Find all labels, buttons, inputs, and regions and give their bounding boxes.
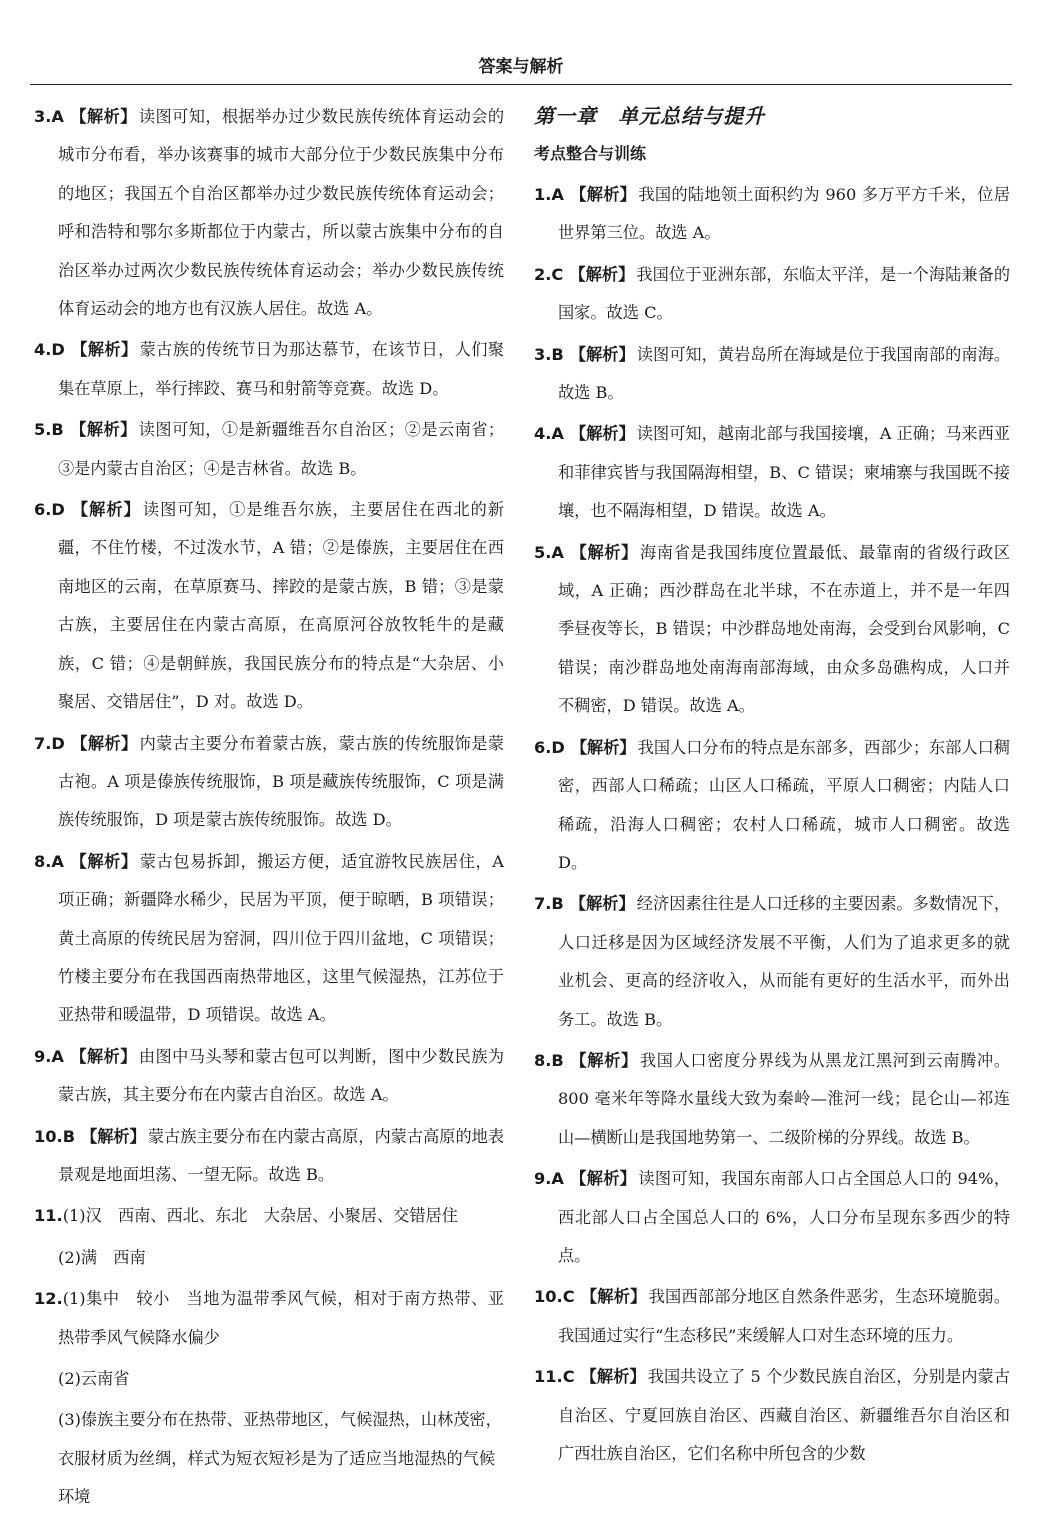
item-number: 3. bbox=[534, 344, 552, 364]
answer-item bbox=[534, 336, 1010, 413]
item-text: 由图中马头琴和蒙古包可以判断，图中少数民族为蒙古族，其主要分布在内蒙古自治区。故选 A。 bbox=[58, 1046, 505, 1105]
item-text: (1)集中 较小 当地为温带季风气候，相对于南方热带、亚热带季风气候降水偏少 bbox=[58, 1289, 504, 1347]
analysis-tag: 【解析】 bbox=[570, 737, 636, 757]
item-answer: D bbox=[51, 733, 65, 753]
answer-item bbox=[34, 331, 504, 408]
item-answer: C bbox=[562, 1367, 575, 1387]
analysis-tag: 【解析】 bbox=[569, 894, 635, 914]
item-answer: B bbox=[551, 1050, 564, 1070]
page-header-title: 答案与解析 bbox=[478, 57, 564, 77]
analysis-tag: 【解析】 bbox=[580, 1287, 647, 1307]
analysis-tag: 【解析】 bbox=[70, 733, 138, 753]
answer-item bbox=[534, 1042, 1010, 1157]
item-answer: C bbox=[562, 1287, 575, 1307]
item-number: 5. bbox=[34, 420, 52, 440]
answer-item bbox=[534, 1278, 1010, 1355]
item-text: 我国共设立了 5 个少数民族自治区，分别是内蒙古自治区、宁夏回族自治区、西藏自治区、新疆维吾尔自治区和广西壮族自治区，它们名称中所包含的少数 bbox=[558, 1367, 1011, 1463]
item-answer: A bbox=[551, 424, 564, 444]
item-number: 7. bbox=[34, 733, 52, 753]
item-answer: A bbox=[551, 542, 564, 562]
answer-item bbox=[534, 176, 1010, 253]
item-text: 我国人口密度分界线为从黑龙江黑河到云南腾冲。800 毫米年等降水量线大致为秦岭—淮河一线；昆仑山—祁连山—横断山是我国地势第一、二级阶梯的分界线。故选 B。 bbox=[558, 1050, 1011, 1147]
item-text: 我国位于亚洲东部，东临太平洋，是一个海陆兼备的国家。故选 C。 bbox=[558, 264, 1011, 323]
answer-item-12 bbox=[34, 1280, 504, 1357]
item-answer: A bbox=[51, 107, 64, 126]
analysis-tag: 【解析】 bbox=[69, 420, 137, 440]
item-text: 读图可知，黄岩岛所在海域是位于我国南部的南海。故选 B。 bbox=[558, 344, 1010, 403]
item-number: 9. bbox=[34, 1046, 52, 1066]
item-number: 8. bbox=[534, 1050, 552, 1070]
answer-item bbox=[34, 411, 504, 488]
item-number: 6. bbox=[534, 737, 552, 757]
item-text: 读图可知，根据举办过少数民族传统体育运动会的城市分布看，举办该赛事的城市大部分位于少数民族集中分布的地区；我国五个自治区都举办过少数民族传统体育运动会；呼和浩特和鄂尔多斯都位于内蒙古，所以蒙古族集中分布的自治区举办过两次少数民族传统体育运动会；举办少数民族传统体育运动会的地方也有汉族人居住。故选 A。 bbox=[58, 107, 505, 319]
item-number: 8. bbox=[34, 851, 52, 871]
answer-item bbox=[534, 256, 1010, 333]
analysis-tag: 【解析】 bbox=[580, 1367, 646, 1387]
item-answer: A bbox=[551, 1169, 564, 1189]
answer-item bbox=[534, 1358, 1010, 1473]
analysis-tag: 【解析】 bbox=[569, 1050, 638, 1070]
item-answer: B bbox=[551, 344, 564, 364]
item-number: 7. bbox=[534, 894, 552, 914]
item-number: 11. bbox=[534, 1367, 563, 1387]
analysis-tag: 【解析】 bbox=[69, 107, 137, 126]
left-column bbox=[34, 98, 504, 1520]
answer-item bbox=[34, 843, 504, 1035]
answer-item bbox=[534, 534, 1010, 726]
item-text: 读图可知，越南北部与我国接壤，A 正确；马来西亚和菲律宾皆与我国隔海相望，B、C 错误；柬埔寨与我国既不接壤，也不隔海相望，D 错误。故选 A。 bbox=[558, 424, 1010, 521]
analysis-tag: 【解析】 bbox=[569, 1169, 637, 1189]
answer-item bbox=[34, 1038, 504, 1115]
item-number: 4. bbox=[534, 424, 552, 444]
item-text: 读图可知，①是新疆维吾尔自治区；②是云南省；③是内蒙古自治区；④是吉林省。故选 B。 bbox=[58, 420, 505, 478]
answer-item bbox=[34, 491, 504, 721]
item-answer: D bbox=[51, 500, 65, 520]
item-number: 9. bbox=[534, 1169, 552, 1189]
item-text: 经济因素往往是人口迁移的主要因素。多数情况下，人口迁移是因为区域经济发展不平衡，人们为了追求更多的就业机会、更高的经济收入，从而能有更好的生活水平，而外出务工。故选 B。 bbox=[558, 894, 1010, 1029]
item-answer: B bbox=[51, 420, 64, 440]
analysis-tag: 【解析】 bbox=[569, 424, 635, 444]
item-answer: A bbox=[51, 1046, 64, 1066]
item-text: 蒙古包易拆卸，搬运方便，适宜游牧民族居住，A 项正确；新疆降水稀少，民居为平顶，便于晾晒，B 项错误；黄土高原的传统民居为窑洞，四川位于四川盆地，C 项错误；竹楼主要分布在我国西南热带地区，这里气候湿热，江苏位于亚热带和暖温带，D 项错误。故选 A。 bbox=[58, 851, 504, 1025]
analysis-tag: 【解析】 bbox=[569, 185, 637, 204]
answer-item bbox=[534, 729, 1010, 883]
item-text: 我国的陆地领土面积约为 960 多万平方千米，位居世界第三位。故选 A。 bbox=[558, 185, 1011, 243]
item-number: 10. bbox=[534, 1287, 563, 1307]
section-title: 考点整合与训练 bbox=[534, 144, 647, 163]
item-text: 读图可知，①是维吾尔族，主要居住在西北的新疆，不住竹楼，不过泼水节，A 错；②是傣族，主要居住在西南地区的云南，在草原赛马、摔跤的是蒙古族，B 错；③是蒙古族，主要居住在内蒙古高原，在高原河谷放牧牦牛的是藏族，C 错；④是朝鲜族，我国民族分布的特点是“大杂居、小聚居、交错居住”，D 对。故选 D。 bbox=[58, 500, 505, 712]
answer-item bbox=[534, 415, 1010, 530]
item-answer: A bbox=[551, 185, 564, 204]
item-number: 4. bbox=[34, 340, 52, 360]
analysis-tag: 【解析】 bbox=[69, 851, 138, 871]
answer-item bbox=[534, 1160, 1010, 1275]
answer-item bbox=[34, 98, 504, 328]
item-text: 读图可知，我国东南部人口占全国总人口的 94%，西北部人口占全国总人口的 6%，人口分布呈现东多西少的特点。 bbox=[558, 1169, 1011, 1265]
analysis-tag: 【解析】 bbox=[569, 264, 635, 284]
item-number: 1. bbox=[534, 185, 552, 204]
item-number: 5. bbox=[534, 542, 552, 562]
item-answer: C bbox=[551, 264, 564, 284]
analysis-tag: 【解析】 bbox=[81, 1126, 146, 1146]
analysis-tag: 【解析】 bbox=[69, 1046, 137, 1066]
item-answer: B bbox=[551, 894, 564, 914]
item-text: (1)汉 西南、西北、东北 大杂居、小聚居、交错居住 bbox=[62, 1206, 458, 1226]
answer-item-11 bbox=[34, 1197, 504, 1235]
item-number: 12. bbox=[34, 1289, 63, 1309]
analysis-tag: 【解析】 bbox=[569, 344, 635, 364]
item-number: 10. bbox=[34, 1126, 63, 1146]
answer-subitem: (2)满 西南 bbox=[58, 1247, 146, 1267]
item-answer: D bbox=[551, 737, 565, 757]
item-text: 内蒙古主要分布着蒙古族，蒙古族的传统服饰是蒙古袍。A 项是傣族传统服饰，B 项是藏族传统服饰，C 项是满族传统服饰，D 项是蒙古族传统服饰。故选 D。 bbox=[58, 733, 505, 830]
item-number: 2. bbox=[534, 264, 552, 284]
item-number: 3. bbox=[34, 107, 52, 126]
right-column bbox=[534, 98, 1010, 1476]
item-number: 6. bbox=[34, 500, 52, 520]
item-answer: B bbox=[62, 1126, 76, 1146]
answer-item bbox=[534, 885, 1010, 1039]
header-divider bbox=[30, 84, 1012, 85]
item-text: 蒙古族主要分布在内蒙古高原，内蒙古高原的地表景观是地面坦荡、一望无际。故选 B。 bbox=[58, 1126, 505, 1184]
item-text: 海南省是我国纬度位置最低、最靠南的省级行政区域，A 正确；西沙群岛在北半球，不在赤道上，并不是一年四季昼夜等长，B 错误；中沙群岛地处南海，会受到台风影响，C 错误；南沙群岛地处南海南部海域，由众多岛礁构成，人口并不稠密，D 错误。故选 A。 bbox=[558, 542, 1011, 716]
chapter-title: 第一章 单元总结与提升 bbox=[534, 104, 765, 128]
item-answer: A bbox=[51, 851, 64, 871]
analysis-tag: 【解析】 bbox=[70, 500, 141, 520]
answer-item bbox=[34, 1118, 504, 1195]
item-text: 我国西部部分地区自然条件恶劣，生态环境脆弱。我国通过实行“生态移民”来缓解人口对生态环境的压力。 bbox=[558, 1287, 1011, 1345]
answer-item bbox=[34, 725, 504, 840]
analysis-tag: 【解析】 bbox=[70, 340, 138, 360]
item-text: 蒙古族的传统节日为那达慕节，在该节日，人们聚集在草原上，举行摔跤、赛马和射箭等竞赛。故选 D。 bbox=[58, 340, 505, 398]
answer-subitem: (3)傣族主要分布在热带、亚热带地区，气候湿热，山林茂密，衣服材质为丝绸，样式为短衣短衫是为了适应当地湿热的气候环境 bbox=[58, 1410, 502, 1507]
item-answer: D bbox=[51, 340, 65, 360]
item-text: 我国人口分布的特点是东部多，西部少；东部人口稠密，西部人口稀疏；山区人口稀疏，平原人口稠密；内陆人口稀疏，沿海人口稠密；农村人口稀疏，城市人口稠密。故选 D。 bbox=[558, 737, 1010, 872]
answer-subitem: (2)云南省 bbox=[58, 1369, 130, 1388]
analysis-tag: 【解析】 bbox=[569, 542, 639, 562]
item-number: 11. bbox=[34, 1206, 63, 1226]
